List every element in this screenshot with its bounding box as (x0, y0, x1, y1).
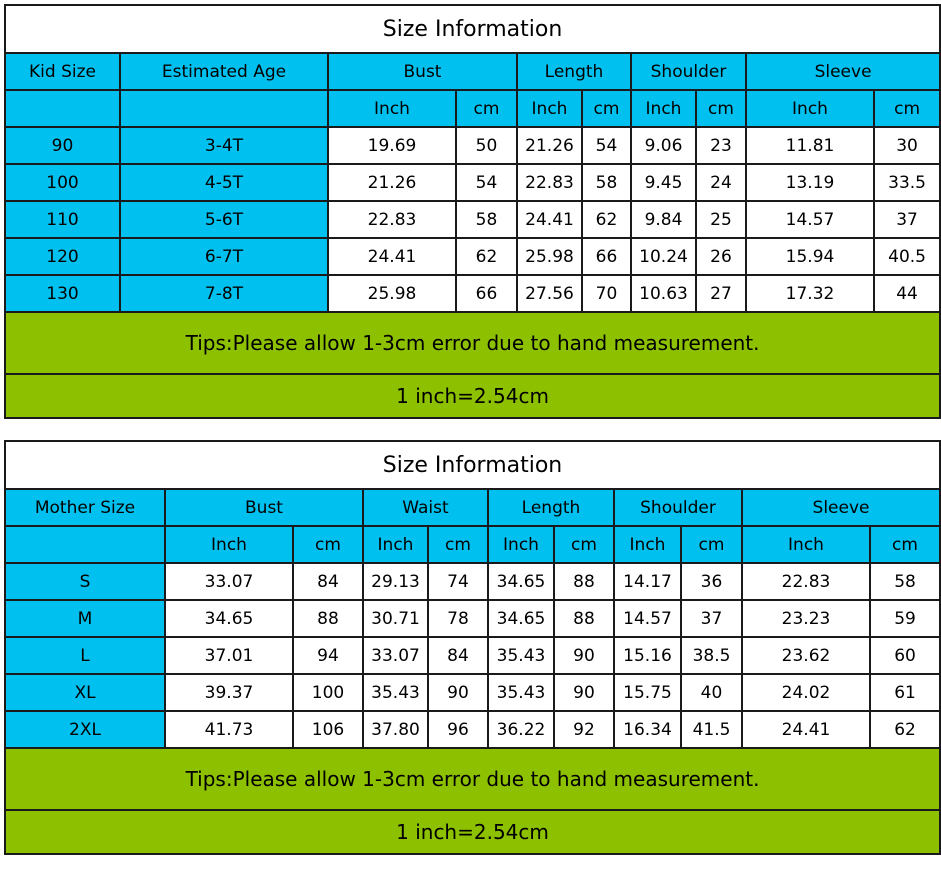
measurement-cell: 30.71 (363, 600, 428, 637)
table-row (5, 711, 940, 748)
measurement-cell: 84 (428, 637, 488, 674)
table-row (5, 563, 940, 600)
measurement-cell: 33.5 (874, 164, 940, 201)
measurement-cell: 40.5 (874, 238, 940, 275)
unit-header: Inch (165, 526, 293, 563)
measurement-cell: 41.73 (165, 711, 293, 748)
measurement-cell: 66 (582, 238, 631, 275)
measurement-cell: 29.13 (363, 563, 428, 600)
header-blank (5, 526, 165, 563)
table-row (5, 127, 940, 164)
unit-header: cm (874, 90, 940, 127)
measurement-cell: 41.5 (681, 711, 742, 748)
conversion-note: 1 inch=2.54cm (5, 810, 940, 854)
measurement-cell: 58 (870, 563, 940, 600)
measurement-cell: 54 (582, 127, 631, 164)
unit-header: cm (554, 526, 614, 563)
size-label-cell: 5-6T (120, 201, 328, 238)
size-label-cell: 6-7T (120, 238, 328, 275)
measurement-cell: 24.02 (742, 674, 870, 711)
tips-note: Tips:Please allow 1-3cm error due to hand measurement. (5, 748, 940, 810)
measurement-cell: 21.26 (517, 127, 582, 164)
header-bust: Bust (165, 489, 363, 526)
table-row (5, 164, 940, 201)
measurement-cell: 15.94 (746, 238, 874, 275)
measurement-cell: 27 (696, 275, 746, 312)
measurement-cell: 24 (696, 164, 746, 201)
measurement-cell: 9.45 (631, 164, 696, 201)
header-length: Length (517, 53, 631, 90)
measurement-cell: 10.63 (631, 275, 696, 312)
measurement-cell: 24.41 (742, 711, 870, 748)
measurement-cell: 25.98 (328, 275, 456, 312)
measurement-cell: 9.84 (631, 201, 696, 238)
measurement-cell: 88 (554, 563, 614, 600)
header-waist: Waist (363, 489, 488, 526)
measurement-cell: 33.07 (165, 563, 293, 600)
measurement-cell: 90 (428, 674, 488, 711)
header-blank (120, 90, 328, 127)
unit-header: Inch (363, 526, 428, 563)
measurement-cell: 26 (696, 238, 746, 275)
measurement-cell: 14.57 (614, 600, 681, 637)
measurement-cell: 15.16 (614, 637, 681, 674)
table-row (5, 600, 940, 637)
size-label-cell: XL (5, 674, 165, 711)
unit-header: cm (456, 90, 517, 127)
measurement-cell: 9.06 (631, 127, 696, 164)
measurement-cell: 22.83 (328, 201, 456, 238)
measurement-cell: 23 (696, 127, 746, 164)
measurement-cell: 11.81 (746, 127, 874, 164)
measurement-cell: 22.83 (742, 563, 870, 600)
header-shoulder: Shoulder (614, 489, 742, 526)
measurement-cell: 33.07 (363, 637, 428, 674)
size-label-cell: M (5, 600, 165, 637)
measurement-cell: 60 (870, 637, 940, 674)
measurement-cell: 88 (554, 600, 614, 637)
measurement-cell: 84 (293, 563, 363, 600)
size-label-cell: 120 (5, 238, 120, 275)
table-row (5, 275, 940, 312)
measurement-cell: 19.69 (328, 127, 456, 164)
header-mother-size: Mother Size (5, 489, 165, 526)
measurement-cell: 62 (456, 238, 517, 275)
measurement-cell: 34.65 (165, 600, 293, 637)
table-row (5, 201, 940, 238)
measurement-cell: 36 (681, 563, 742, 600)
measurement-cell: 61 (870, 674, 940, 711)
mother-size-table (4, 440, 941, 855)
measurement-cell: 37 (874, 201, 940, 238)
measurement-cell: 40 (681, 674, 742, 711)
measurement-cell: 37.80 (363, 711, 428, 748)
measurement-cell: 21.26 (328, 164, 456, 201)
size-label-cell: 4-5T (120, 164, 328, 201)
measurement-cell: 36.22 (488, 711, 554, 748)
measurement-cell: 34.65 (488, 600, 554, 637)
measurement-cell: 94 (293, 637, 363, 674)
unit-header: cm (681, 526, 742, 563)
unit-header: cm (696, 90, 746, 127)
size-label-cell: L (5, 637, 165, 674)
unit-header: Inch (517, 90, 582, 127)
unit-header: Inch (488, 526, 554, 563)
measurement-cell: 25.98 (517, 238, 582, 275)
measurement-cell: 58 (582, 164, 631, 201)
unit-header: cm (293, 526, 363, 563)
mother-table-body (5, 563, 940, 748)
size-label-cell: 2XL (5, 711, 165, 748)
measurement-cell: 27.56 (517, 275, 582, 312)
kid-table-body (5, 127, 940, 312)
unit-header: Inch (614, 526, 681, 563)
mother-table-title: Size Information (5, 441, 940, 489)
measurement-cell: 96 (428, 711, 488, 748)
measurement-cell: 37.01 (165, 637, 293, 674)
measurement-cell: 70 (582, 275, 631, 312)
measurement-cell: 13.19 (746, 164, 874, 201)
measurement-cell: 58 (456, 201, 517, 238)
header-blank (5, 90, 120, 127)
measurement-cell: 88 (293, 600, 363, 637)
header-bust: Bust (328, 53, 517, 90)
measurement-cell: 34.65 (488, 563, 554, 600)
header-length: Length (488, 489, 614, 526)
measurement-cell: 90 (554, 674, 614, 711)
table-row (5, 674, 940, 711)
measurement-cell: 35.43 (488, 637, 554, 674)
size-label-cell: 130 (5, 275, 120, 312)
unit-header: cm (582, 90, 631, 127)
measurement-cell: 100 (293, 674, 363, 711)
measurement-cell: 59 (870, 600, 940, 637)
size-label-cell: S (5, 563, 165, 600)
kid-size-table (4, 4, 941, 419)
measurement-cell: 25 (696, 201, 746, 238)
measurement-cell: 16.34 (614, 711, 681, 748)
measurement-cell: 14.57 (746, 201, 874, 238)
size-label-cell: 110 (5, 201, 120, 238)
header-shoulder: Shoulder (631, 53, 746, 90)
size-label-cell: 90 (5, 127, 120, 164)
table-row (5, 238, 940, 275)
unit-header: Inch (746, 90, 874, 127)
measurement-cell: 14.17 (614, 563, 681, 600)
measurement-cell: 35.43 (488, 674, 554, 711)
measurement-cell: 23.23 (742, 600, 870, 637)
measurement-cell: 22.83 (517, 164, 582, 201)
measurement-cell: 78 (428, 600, 488, 637)
kid-table-title: Size Information (5, 5, 940, 53)
measurement-cell: 15.75 (614, 674, 681, 711)
measurement-cell: 74 (428, 563, 488, 600)
conversion-note: 1 inch=2.54cm (5, 374, 940, 418)
header-kid-size: Kid Size (5, 53, 120, 90)
measurement-cell: 38.5 (681, 637, 742, 674)
unit-header: Inch (742, 526, 870, 563)
measurement-cell: 24.41 (517, 201, 582, 238)
measurement-cell: 92 (554, 711, 614, 748)
header-sleeve: Sleeve (742, 489, 940, 526)
tips-note: Tips:Please allow 1-3cm error due to hand measurement. (5, 312, 940, 374)
measurement-cell: 30 (874, 127, 940, 164)
measurement-cell: 54 (456, 164, 517, 201)
size-label-cell: 100 (5, 164, 120, 201)
measurement-cell: 10.24 (631, 238, 696, 275)
measurement-cell: 37 (681, 600, 742, 637)
size-label-cell: 7-8T (120, 275, 328, 312)
table-row (5, 637, 940, 674)
measurement-cell: 106 (293, 711, 363, 748)
measurement-cell: 90 (554, 637, 614, 674)
unit-header: Inch (328, 90, 456, 127)
header-sleeve: Sleeve (746, 53, 940, 90)
measurement-cell: 23.62 (742, 637, 870, 674)
header-estimated-age: Estimated Age (120, 53, 328, 90)
measurement-cell: 35.43 (363, 674, 428, 711)
unit-header: Inch (631, 90, 696, 127)
measurement-cell: 39.37 (165, 674, 293, 711)
measurement-cell: 17.32 (746, 275, 874, 312)
measurement-cell: 24.41 (328, 238, 456, 275)
measurement-cell: 62 (582, 201, 631, 238)
size-label-cell: 3-4T (120, 127, 328, 164)
measurement-cell: 44 (874, 275, 940, 312)
unit-header: cm (870, 526, 940, 563)
measurement-cell: 62 (870, 711, 940, 748)
unit-header: cm (428, 526, 488, 563)
measurement-cell: 50 (456, 127, 517, 164)
measurement-cell: 66 (456, 275, 517, 312)
